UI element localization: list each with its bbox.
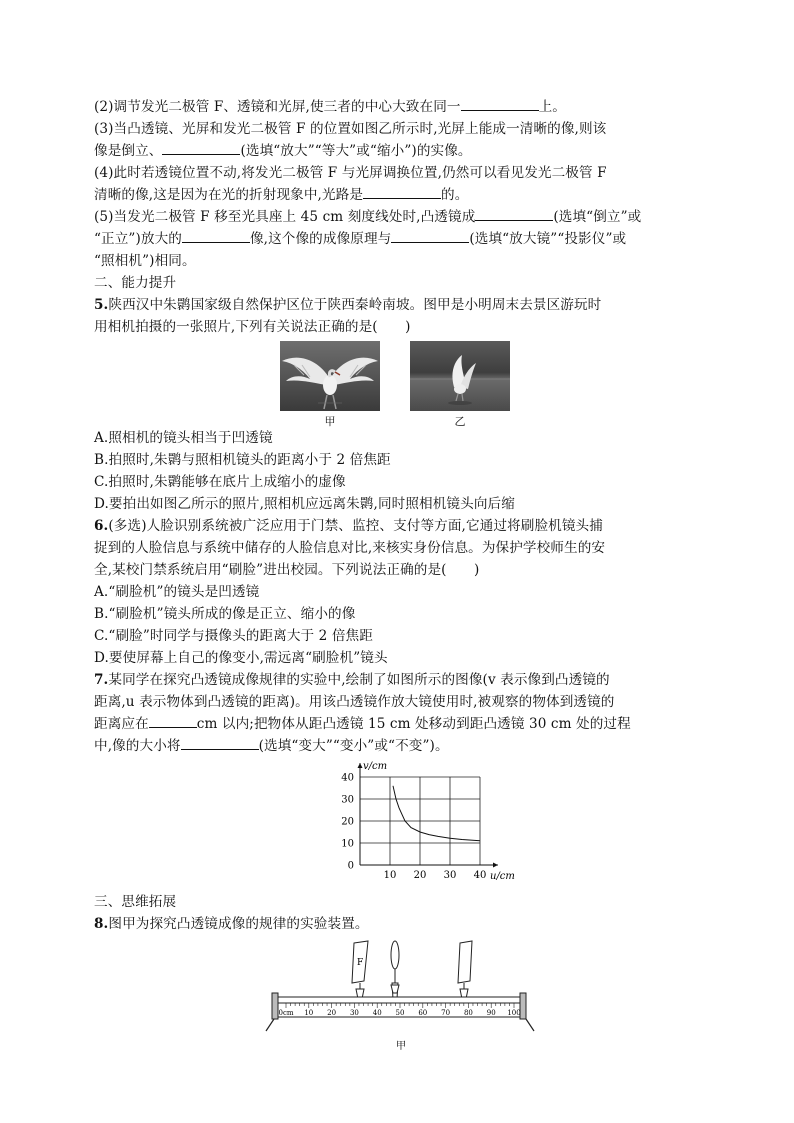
q5-option-d: D.要拍出如图乙所示的照片,照相机应远离朱鹮,同时照相机镜头向后缩 (94, 496, 515, 512)
q5-option-b: B.拍照时,朱鹮与照相机镜头的距离小于 2 倍焦距 (94, 452, 391, 468)
ruler-label: 60 (418, 1009, 428, 1017)
chart-axes (358, 763, 499, 868)
lens-holder-icon (392, 969, 398, 999)
x-axis-label: u/cm (490, 871, 515, 882)
q6-option-a: A.“刷脸机”的镜头是凹透镜 (94, 584, 260, 600)
q4-part5-end (94, 250, 700, 272)
y-tick-label: 30 (341, 794, 354, 806)
answer-blank[interactable] (475, 206, 553, 221)
q7-stem-cont: 距离,u 表示物体到凸透镜的距离)。用该凸透镜作放大镜使用时,被观察的物体到透镜的 (94, 694, 615, 710)
q4-part3-cont (94, 140, 700, 162)
ibis-photo-left (280, 341, 380, 411)
text: (选填“放大”“等大”或“缩小”)的实像。 (240, 143, 472, 159)
ruler-label: 0cm (278, 1009, 294, 1017)
question-number: 5. (94, 297, 109, 313)
text: 像,这个像的成像原理与 (249, 231, 392, 247)
question-number: 8. (94, 916, 109, 932)
q6-option-c: C.“刷脸”时同学与摄像头的距离大于 2 倍焦距 (94, 628, 373, 644)
f-label: F (357, 958, 364, 968)
text: 某同学在探究凸透镜成像规律的实验中,绘制了如图所示的图像(v 表示像到凸透镜的 (108, 672, 610, 688)
ruler-label: 50 (395, 1009, 405, 1017)
q5-option-c: C.拍照时,朱鹮能够在底片上成缩小的虚像 (94, 474, 346, 490)
ruler-label: 20 (327, 1009, 337, 1017)
caption-jia: 甲 (324, 415, 336, 428)
answer-blank[interactable] (162, 140, 240, 155)
answer-blank[interactable] (182, 228, 250, 243)
x-axis-arrow (493, 863, 498, 868)
q6-stem-cont: 捉到的人脸信息与系统中储存的人脸信息对比,来核实身份信息。为保护学校师生的安 (94, 540, 606, 556)
text: (2)调节发光二极管 F、透镜和光屏,使三者的中心大致在同一 (94, 99, 461, 115)
text: “照相机”)相同。 (94, 253, 196, 269)
q5-option-a: A.照相机的镜头相当于凹透镜 (94, 430, 273, 446)
x-tick-label: 30 (443, 870, 457, 881)
text: 上。 (538, 99, 566, 115)
text: (4)此时若透镜位置不动,将发光二极管 F 与光屏调换位置,仍然可以看见发光二极管 F (94, 165, 607, 181)
q6-stem (94, 515, 700, 537)
answer-blank[interactable] (461, 96, 539, 111)
y-axis-label: v/cm (363, 761, 388, 772)
x-tick-label: 10 (383, 870, 397, 881)
screen-icon (458, 941, 472, 983)
text: (选填“变大”“变小”或“不变”)。 (258, 738, 449, 754)
text: 的。 (441, 187, 469, 203)
optical-bench (260, 937, 550, 1067)
section-heading: 三、思维拓展 (94, 894, 177, 910)
caption-jia: 甲 (396, 1041, 406, 1052)
chart-grid (360, 777, 480, 865)
question-number: 7. (94, 672, 109, 688)
x-tick-label: 40 (473, 870, 487, 881)
q4-part4 (94, 162, 700, 184)
q6-option-d: D.要使屏幕上自己的像变小,需远离“刷脸机”镜头 (94, 650, 388, 666)
q5-figures (94, 341, 700, 427)
caption-yi: 乙 (454, 415, 466, 428)
text: 用相机拍摄的一张照片,下列有关说法正确的是( ) (94, 319, 411, 335)
q4-part4-cont (94, 184, 700, 206)
ruler-label: 30 (349, 1009, 359, 1017)
q7-stem-blank2 (94, 735, 700, 757)
text: 陕西汉中朱鹮国家级自然保护区位于陕西秦岭南坡。图甲是小明周末去景区游玩时 (108, 297, 602, 313)
answer-blank[interactable] (391, 228, 469, 243)
x-tick-label: 20 (413, 870, 427, 881)
ruler-label: 40 (372, 1009, 382, 1017)
q8-figure (94, 937, 700, 1073)
text: 像是倒立、 (94, 143, 163, 159)
question-number: 6. (94, 518, 109, 534)
q7-graph (94, 759, 700, 891)
answer-blank[interactable] (363, 184, 441, 199)
q4-part3 (94, 118, 700, 140)
ruler-label: 70 (441, 1009, 451, 1017)
answer-blank[interactable] (181, 735, 259, 750)
ruler-label: 100 (507, 1009, 521, 1017)
q7-stem-blank1 (94, 713, 700, 735)
uv-curve-line (393, 786, 480, 841)
ibis-photo-right (410, 341, 510, 411)
worksheet-page (94, 96, 700, 1073)
q7-stem (94, 669, 700, 691)
y-tick-label: 40 (341, 772, 354, 784)
q4-part2 (94, 96, 700, 118)
ruler-label: 10 (304, 1009, 314, 1017)
q4-part5 (94, 206, 700, 228)
answer-blank[interactable] (149, 713, 197, 728)
chart-curve (393, 786, 480, 841)
q6-stem-end: 全,某校门禁系统启用“刷脸”进出校园。下列说法正确的是( ) (94, 562, 480, 578)
text: (多选)人脸识别系统被广泛应用于门禁、监控、支付等方面,它通过将刷脸机镜头捕 (108, 518, 603, 534)
text: 清晰的像,这是因为在光的折射现象中,光路是 (94, 187, 364, 203)
text: (选填“倒立”或 (553, 209, 642, 225)
q8-stem (94, 913, 700, 935)
y-axis-arrow (358, 763, 363, 768)
section-heading: 二、能力提升 (94, 275, 177, 291)
uv-chart (316, 759, 536, 891)
y-tick-label: 10 (341, 838, 354, 850)
text: 距离应在 (94, 716, 149, 732)
text: (5)当发光二极管 F 移至光具座上 45 cm 刻度线处时,凸透镜成 (94, 209, 476, 225)
q4-part5-cont (94, 228, 700, 250)
text: cm 以内;把物体从距凸透镜 15 cm 处移动到距凸透镜 30 cm 处的过程 (196, 716, 631, 732)
text: (选填“放大镜”“投影仪”或 (469, 231, 627, 247)
ruler-label: 90 (486, 1009, 496, 1017)
q5-stem-cont (94, 316, 700, 338)
text: “正立”)放大的 (94, 231, 182, 247)
ruler-label: 80 (463, 1009, 473, 1017)
text: (3)当凸透镜、光屏和发光二极管 F 的位置如图乙所示时,光屏上能成一清晰的像,则该 (94, 121, 607, 137)
q6-option-b: B.“刷脸机”镜头所成的像是正立、缩小的像 (94, 606, 356, 622)
y-tick-label: 0 (347, 860, 354, 872)
y-tick-label: 20 (341, 816, 354, 828)
text: 图甲为探究凸透镜成像的规律的实验装置。 (108, 916, 369, 932)
text: 中,像的大小将 (94, 738, 181, 754)
convex-lens-icon (391, 941, 399, 969)
q5-stem (94, 294, 700, 316)
